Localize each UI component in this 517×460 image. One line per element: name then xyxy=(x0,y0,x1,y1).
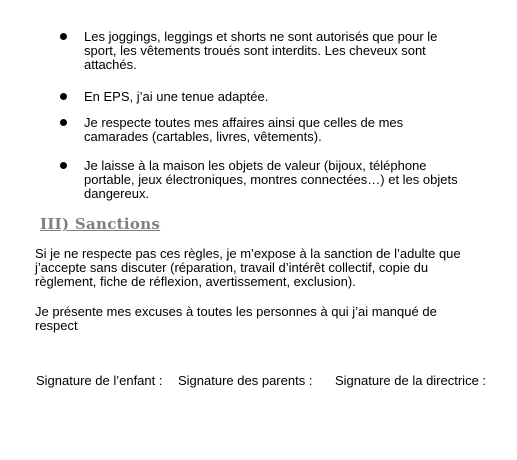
apology-paragraph: Je présente mes excuses à toutes les personnes à qui j’ai manqué de respect xyxy=(35,304,437,333)
section-title: III) Sanctions xyxy=(40,215,161,233)
rule-text: Je laisse à la maison les objets de valeur (bijoux, téléphone portable, jeux électroniques, montres connectées…) et les objets dangereux. xyxy=(84,158,458,201)
rule-text: En EPS, j’ai une tenue adaptée. xyxy=(84,89,269,104)
bullet-icon xyxy=(60,33,67,40)
bullet-icon xyxy=(60,93,67,100)
signature-child-label: Signature de l’enfant : xyxy=(36,373,163,388)
signature-parents-label: Signature des parents : xyxy=(178,373,313,388)
bullet-icon xyxy=(60,119,67,126)
sanctions-paragraph: Si je ne respecte pas ces règles, je m’expose à la sanction de l’adulte que j’accepte sans discuter (réparation, travail d’intérêt collectif, copie du règlement, fiche de réflexion, avertissement, exclusion). xyxy=(35,246,461,289)
signature-director-label: Signature de la directrice : xyxy=(335,373,487,388)
bullet-icon xyxy=(60,162,67,169)
rule-text: Les joggings, leggings et shorts ne sont autorisés que pour le sport, les vêtements troués sont interdits. Les cheveux sont attachés. xyxy=(84,29,438,72)
rule-text: Je respecte toutes mes affaires ainsi que celles de mes camarades (cartables, livres, vêtements). xyxy=(84,115,404,144)
